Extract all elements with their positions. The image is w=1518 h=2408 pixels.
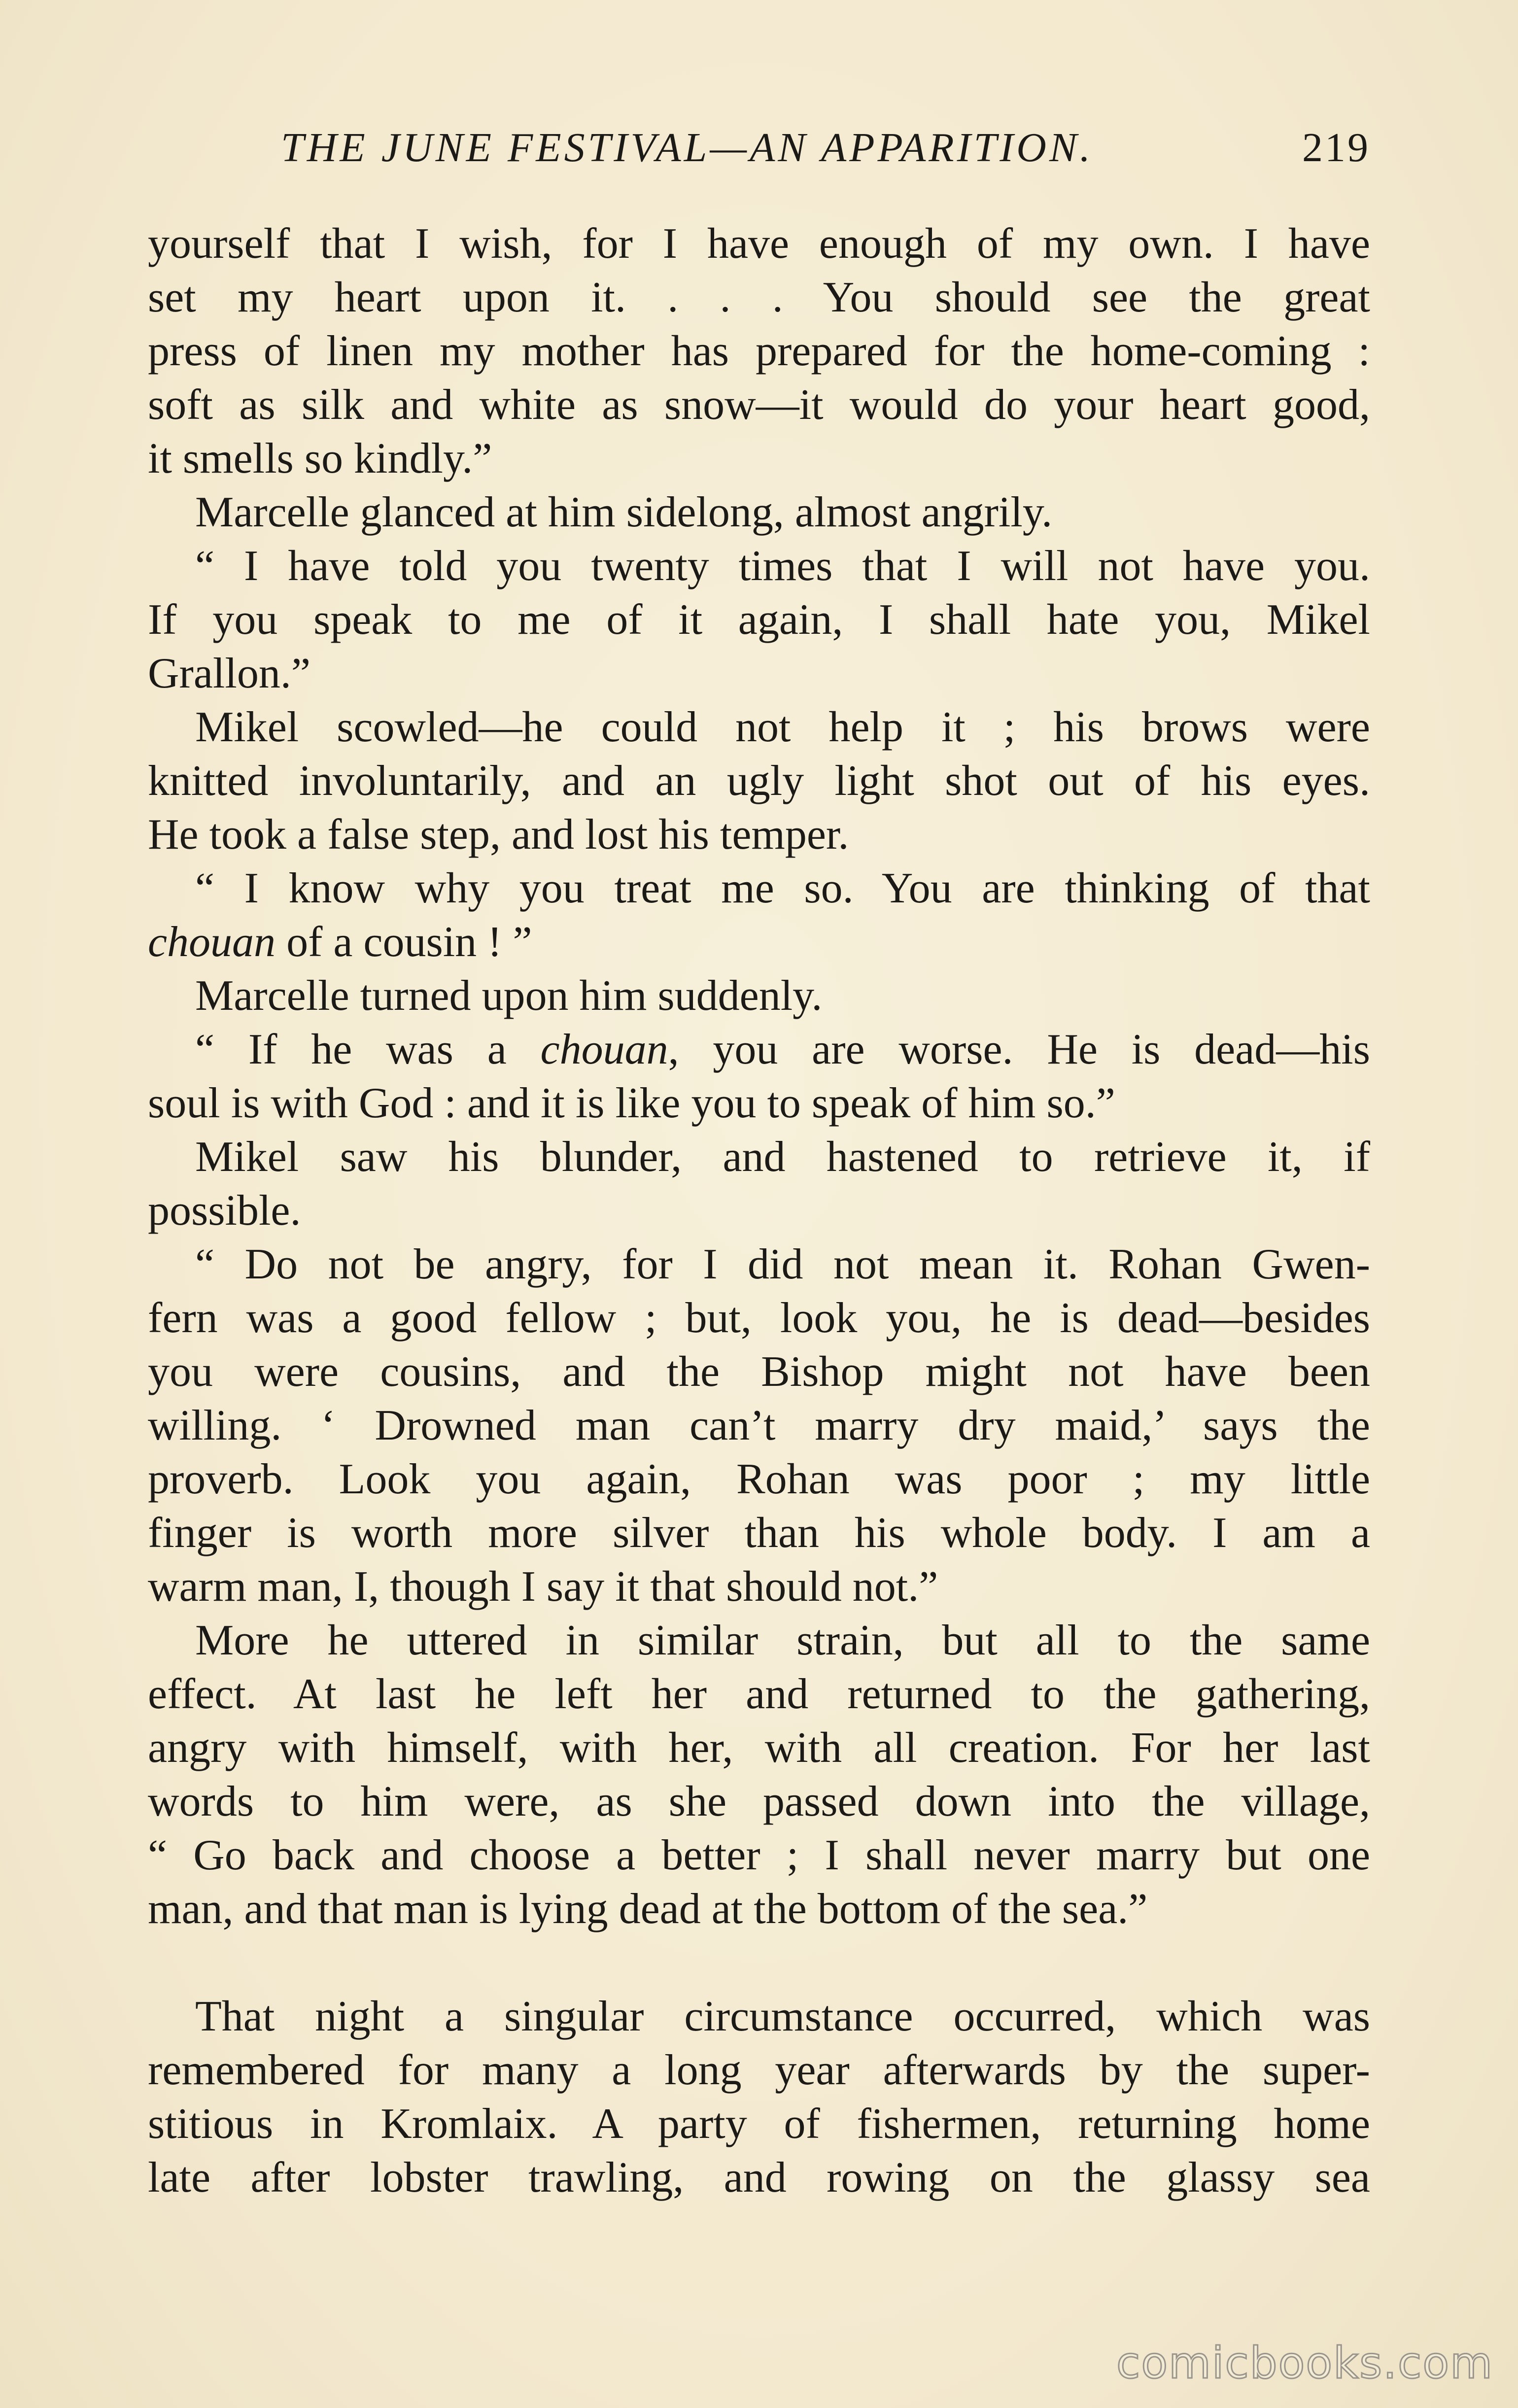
text-line: Marcelle turned upon him suddenly. — [195, 972, 823, 1020]
paragraph — [148, 700, 1370, 861]
text-line: press of linen my mother has prepared for the home-coming : — [148, 327, 1370, 375]
text-line: proverb. Look you again, Rohan was poor ; my little — [148, 1455, 1370, 1503]
text-line: knitted involuntarily, and an ugly light shot out of his eyes. — [148, 757, 1370, 805]
text-line: effect. At last he left her and returned to the gathering, — [148, 1670, 1370, 1718]
body-text — [148, 217, 1370, 2204]
paragraph — [148, 969, 1370, 1023]
page-number: 219 — [1302, 125, 1370, 171]
text-line: possible. — [148, 1187, 301, 1235]
text-line: angry with himself, with her, with all creation. For her last — [148, 1724, 1370, 1772]
running-title: THE JUNE FESTIVAL—AN APPARITION. — [281, 125, 1093, 171]
text-line: yourself that I wish, for I have enough of my own. I have — [148, 220, 1370, 268]
text-line: stitious in Kromlaix. A party of fishermen, returning home — [148, 2100, 1370, 2148]
text-line: chouan of a cousin ! ” — [148, 918, 532, 966]
text-line: “ I know why you treat me so. You are thinking of that — [195, 864, 1370, 912]
running-header — [148, 118, 1370, 177]
watermark-logo: comicbooks.com — [1116, 2338, 1493, 2388]
text-line: man, and that man is lying dead at the bottom of the sea.” — [148, 1885, 1148, 1933]
text-line: it smells so kindly.” — [148, 435, 492, 482]
text-line: “ Go back and choose a better ; I shall never marry but one — [148, 1831, 1370, 1879]
text-line: Grallon.” — [148, 650, 310, 697]
text-line: finger is worth more silver than his whole body. I am a — [148, 1509, 1370, 1557]
text-line: fern was a good fellow ; but, look you, he is dead—besides — [148, 1294, 1370, 1342]
text-line: Marcelle glanced at him sidelong, almost angrily. — [195, 488, 1053, 536]
section-break — [148, 1936, 1370, 1990]
text-line: remembered for many a long year afterwards by the super- — [148, 2046, 1370, 2094]
text-line: soul is with God : and it is like you to speak of him so.” — [148, 1079, 1115, 1127]
text-line: “ Do not be angry, for I did not mean it. Rohan Gwen- — [195, 1240, 1370, 1288]
text-line: soft as silk and white as snow—it would do your heart good, — [148, 381, 1370, 429]
text-line: Mikel scowled—he could not help it ; his brows were — [195, 703, 1370, 751]
paragraph — [148, 1614, 1370, 1936]
paragraph — [148, 485, 1370, 539]
text-line: willing. ‘ Drowned man can’t marry dry maid,’ says the — [148, 1402, 1370, 1449]
text-line: More he uttered in similar strain, but all to the same — [195, 1617, 1370, 1664]
text-line: warm man, I, though I say it that should not.” — [148, 1563, 938, 1611]
paragraph — [148, 539, 1370, 700]
text-line: you were cousins, and the Bishop might not have been — [148, 1348, 1370, 1396]
text-line: If you speak to me of it again, I shall hate you, Mikel — [148, 596, 1370, 644]
text-line: He took a false step, and lost his temper. — [148, 811, 849, 859]
text-line: “ I have told you twenty times that I will not have you. — [195, 542, 1370, 590]
paragraph — [148, 1238, 1370, 1614]
text-line: set my heart upon it. . . . You should see the great — [148, 274, 1370, 321]
text-line: Mikel saw his blunder, and hastened to retrieve it, if — [195, 1133, 1370, 1181]
text-line: late after lobster trawling, and rowing on the glassy sea — [148, 2154, 1370, 2202]
paragraph — [148, 1023, 1370, 1130]
text-line: words to him were, as she passed down into the village, — [148, 1778, 1370, 1825]
paragraph — [148, 1130, 1370, 1238]
paragraph — [148, 861, 1370, 969]
text-line: “ If he was a chouan, you are worse. He is dead—his — [195, 1026, 1370, 1073]
paragraph — [148, 217, 1370, 485]
paragraph — [148, 1990, 1370, 2204]
text-line: That night a singular circumstance occurred, which was — [195, 1993, 1370, 2040]
